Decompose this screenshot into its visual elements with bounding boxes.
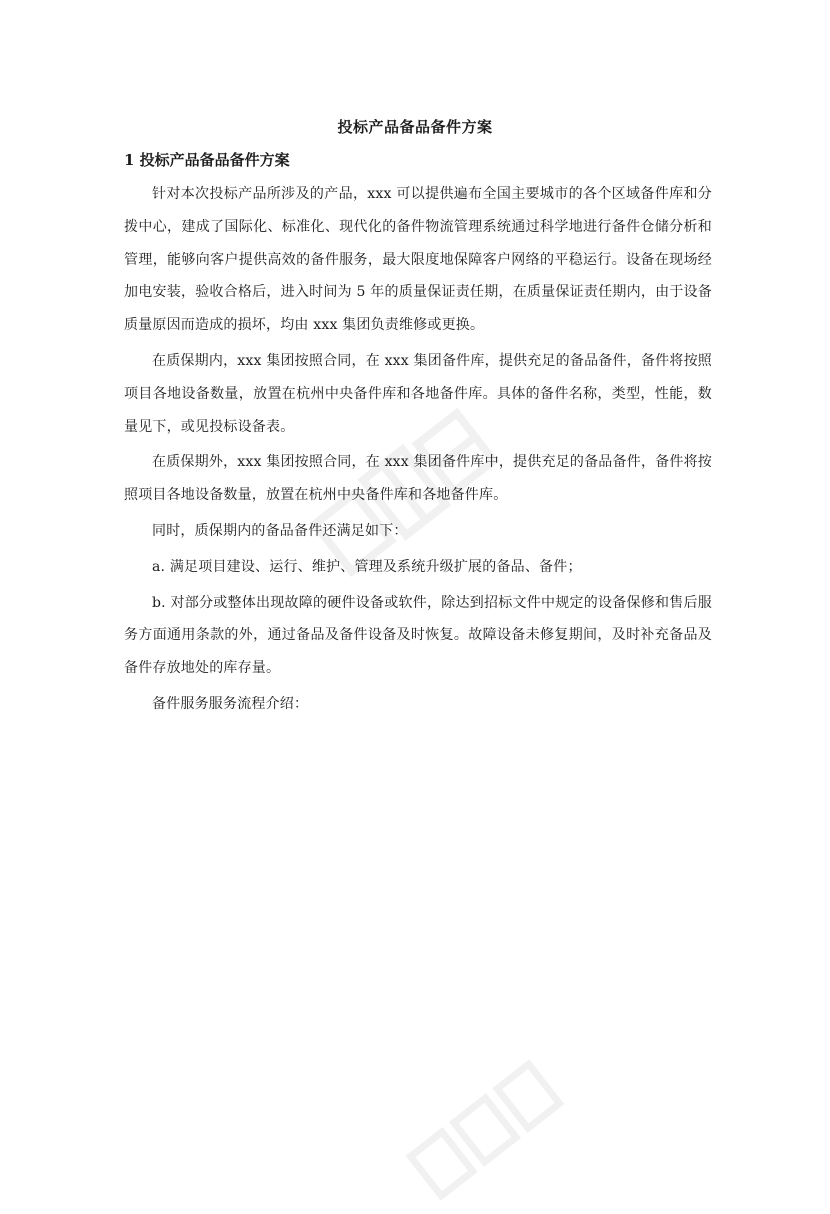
section-heading: 1 投标产品备品备件方案	[124, 151, 290, 169]
paragraph: 在质保期外，xxx 集团按照合同，在 xxx 集团备件库中，提供充足的备品备件，备件将按照项目各地设备数量，放置在杭州中央备件库和各地备件库。	[124, 454, 712, 504]
paragraph: 同时，质保期内的备品备件还满足如下：	[152, 522, 408, 539]
paragraph: 备件服务服务流程介绍：	[152, 695, 309, 712]
list-item: b. 对部分或整体出现故障的硬件设备或软件，除达到招标文件中规定的设备保修和售后服务方面通用条款的外，通过备品及备件设备及时恢复。故障设备未修复期间，及时补充备品及备件存放地处的库存量。	[124, 594, 712, 677]
list-item: a. 满足项目建设、运行、维护、管理及系统升级扩展的备品、备件；	[152, 558, 582, 575]
watermark-logo-bottom	[393, 1046, 576, 1214]
document-title: 投标产品备品备件方案	[337, 118, 493, 136]
paragraph: 针对本次投标产品所涉及的产品，xxx 可以提供遍布全国主要城市的各个区域备件库和分拨中心，建成了国际化、标准化、现代化的备件物流管理系统通过科学地进行备件仓储分析和管理，能够向客户提供高效的备件服务，最大限度地保障客户网络的平稳运行。设备在现场经加电安装，验收合格后，进入时间为 5 年的质量保证责任期，在质量保证责任期内，由于设备质量原因而造成的损坏，均由 xxx 集团负责维修或更换。	[124, 186, 712, 334]
document-body	[124, 148, 712, 724]
paragraph: 在质保期内，xxx 集团按照合同，在 xxx 集团备件库，提供充足的备品备件，备件将按照项目各地设备数量，放置在杭州中央备件库和各地备件库。具体的备件名称，类型，性能，数量见下，或见投标设备表。	[124, 352, 712, 435]
